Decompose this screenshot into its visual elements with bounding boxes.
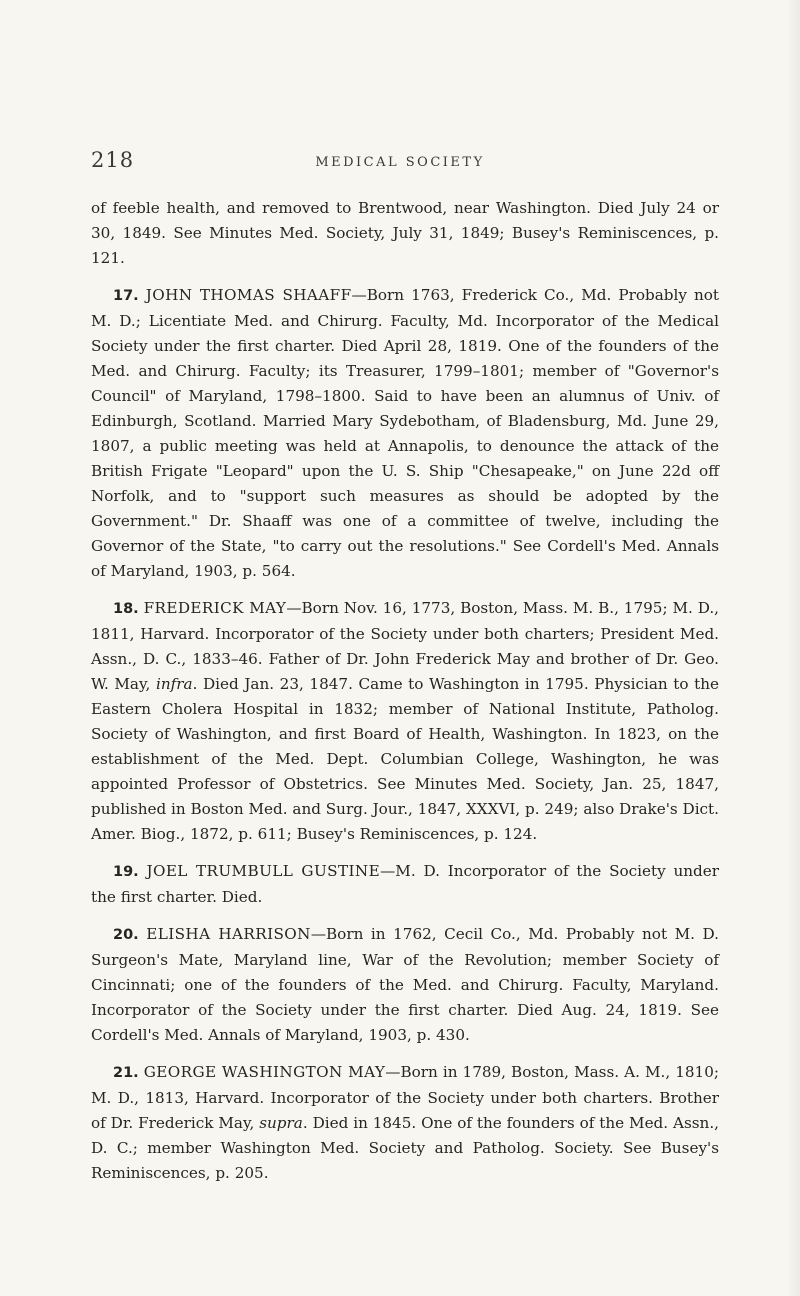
- running-head: [0, 148, 800, 178]
- entry-17: [91, 283, 719, 584]
- entry-italic-ref: infra: [155, 675, 193, 693]
- entry-name: GEORGE WASHINGTON MAY: [143, 1063, 386, 1081]
- entry-number: 18.: [113, 601, 139, 617]
- entry-19: [91, 859, 719, 910]
- entry-italic-ref: supra: [259, 1114, 303, 1132]
- entry-text: —M. D. Incorporator of the Society under the first charter. Died.: [91, 862, 720, 906]
- entry-20: [91, 922, 719, 1048]
- entry-name: JOEL TRUMBULL GUSTINE: [146, 862, 381, 880]
- entry-text: —Born Nov. 16, 1773, Boston, Mass. M. B., 1795; M. D., 1811, Harvard. Incorporator of the Society under both charters; President Med. Assn., D. C., 1833–46. Father of Dr. John Frederick May and brother of Dr. Geo. W. May,: [91, 599, 719, 693]
- entry-text-continued: . Died Jan. 23, 1847. Came to Washington in 1795. Physician to the Eastern Cholera Hospital in 1832; member of National Institute, Patholog. Society of Washington, and first Board of Health, Washington. In 1823, on the establishment of the Med. Dept. Columbian College, Washington, he was appointed Professor of Obstetrics. See Minutes Med. Society, Jan. 25, 1847, published in Boston Med. and Surg. Jour., 1847, XXXVI, p. 249; also Drake's Dict. Amer. Biog., 1872, p. 611; Busey's Reminiscences, p. 124.: [91, 675, 719, 843]
- entry-name: ELISHA HARRISON: [146, 925, 311, 943]
- entry-name: FREDERICK MAY: [143, 599, 287, 617]
- entry-text-continued: . Died in 1845. One of the founders of the Med. Assn., D. C.; member Washington Med. Society and Patholog. Society. See Busey's Reminiscences, p. 205.: [91, 1114, 719, 1182]
- entry-18: [91, 596, 719, 847]
- entry-number: 20.: [113, 927, 139, 943]
- running-title: MEDICAL SOCIETY: [315, 155, 485, 170]
- page-body: [91, 196, 719, 1198]
- page-number: 218: [91, 148, 135, 172]
- continuation-paragraph: [91, 196, 719, 271]
- continuation-text: of feeble health, and removed to Brentwood, near Washington. Died July 24 or 30, 1849. See Minutes Med. Society, July 31, 1849; Busey's Reminiscences, p. 121.: [91, 199, 719, 267]
- entry-number: 21.: [113, 1065, 139, 1081]
- entry-text: —Born in 1789, Boston, Mass. A. M., 1810; M. D., 1813, Harvard. Incorporator of the Society under both charters. Brother of Dr. Frederick May,: [91, 1063, 719, 1132]
- entry-text: —Born 1763, Frederick Co., Md. Probably not M. D.; Licentiate Med. and Chirurg. Faculty, Md. Incorporator of the Medical Society under the first charter. Died April 28, 1819. One of the founders of the Med. and Chirurg. Faculty; its Treasurer, 1799–1801; member of "Governor's Council" of Maryland, 1798–1800. Said to have been an alumnus of Univ. of Edinburgh, Scotland. Married Mary Sydebotham, of Bladensburg, Md. June 29, 1807, a public meeting was held at Annapolis, to denounce the attack of the British Frigate "Leopard" upon the U. S. Ship "Chesapeake," on June 22d off Norfolk, and to "support such measures as should be adopted by the Government." Dr. Shaaff was one of a committee of twelve, including the Governor of the State, "to carry out the resolutions." See Cordell's Med. Annals of Maryland, 1903, p. 564.: [91, 286, 720, 580]
- entry-21: [91, 1060, 719, 1186]
- entry-number: 19.: [113, 864, 139, 880]
- entry-name: JOHN THOMAS SHAAFF: [145, 286, 352, 304]
- page-edge-shadow: [786, 0, 800, 1296]
- entry-text: —Born in 1762, Cecil Co., Md. Probably not M. D. Surgeon's Mate, Maryland line, War of the Revolution; member Society of Cincinnati; one of the founders of the Med. and Chirurg. Faculty, Maryland. Incorporator of the Society under the first charter. Died Aug. 24, 1819. See Cordell's Med. Annals of Maryland, 1903, p. 430.: [91, 925, 719, 1044]
- entry-number: 17.: [113, 288, 139, 304]
